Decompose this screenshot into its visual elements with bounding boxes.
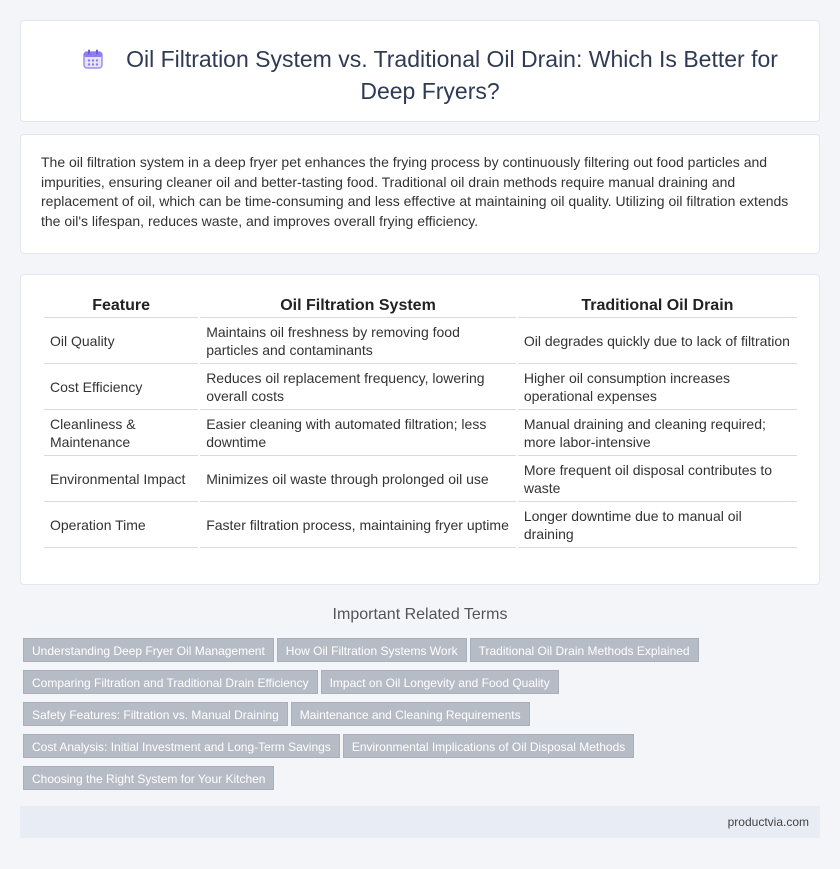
footer-site-link[interactable]: productvia.com xyxy=(727,815,809,829)
related-terms-heading: Important Related Terms xyxy=(332,606,508,623)
header-feature: Feature xyxy=(44,295,198,318)
table-row xyxy=(44,364,797,410)
related-term-tag[interactable]: Safety Features: Filtration vs. Manual Draining xyxy=(23,702,288,726)
header-filtration: Oil Filtration System xyxy=(200,295,516,318)
calendar-icon xyxy=(82,46,104,68)
related-term-tag[interactable]: Maintenance and Cleaning Requirements xyxy=(291,702,530,726)
cell-feature: Oil Quality xyxy=(44,318,198,364)
table-row xyxy=(44,502,797,548)
cell-filtration: Maintains oil freshness by removing food particles and contaminants xyxy=(200,318,516,364)
table-header-row xyxy=(44,295,797,318)
cell-filtration: Faster filtration process, maintaining fryer uptime xyxy=(200,502,516,548)
related-term-tag[interactable]: Choosing the Right System for Your Kitchen xyxy=(23,766,274,790)
related-term-tag[interactable]: How Oil Filtration Systems Work xyxy=(277,638,467,662)
related-term-tag[interactable]: Environmental Implications of Oil Disposal Methods xyxy=(343,734,634,758)
comparison-table xyxy=(42,295,799,548)
table-row xyxy=(44,318,797,364)
table-row xyxy=(44,410,797,456)
cell-feature: Cost Efficiency xyxy=(44,364,198,410)
footer xyxy=(20,806,820,838)
related-term-tag[interactable]: Traditional Oil Drain Methods Explained xyxy=(470,638,699,662)
intro-paragraph: The oil filtration system in a deep fryer pet enhances the frying process by continuously filtering out food particles and impurities, ensuring cleaner oil and better-tasting food. Traditional oil drain methods require manual draining and replacement of oil, which can be time-consuming and less effective at maintaining oil quality. Utilizing oil filtration extends the oil's lifespan, reduces waste, and improves overall frying efficiency. xyxy=(41,154,789,229)
page-title-text: Oil Filtration System vs. Traditional Oil Drain: Which Is Better for Deep Fryers? xyxy=(126,46,778,104)
intro-card xyxy=(20,134,820,254)
related-term-tag[interactable]: Understanding Deep Fryer Oil Management xyxy=(23,638,274,662)
comparison-card xyxy=(20,274,820,585)
cell-drain: Higher oil consumption increases operational expenses xyxy=(518,364,797,410)
cell-drain: Oil degrades quickly due to lack of filtration xyxy=(518,318,797,364)
cell-feature: Cleanliness & Maintenance xyxy=(44,410,198,456)
title-card xyxy=(20,20,820,122)
cell-feature: Environmental Impact xyxy=(44,456,198,502)
cell-drain: More frequent oil disposal contributes to waste xyxy=(518,456,797,502)
related-terms xyxy=(23,638,803,798)
cell-filtration: Minimizes oil waste through prolonged oil use xyxy=(200,456,516,502)
cell-drain: Longer downtime due to manual oil draining xyxy=(518,502,797,548)
page-title xyxy=(61,43,799,107)
cell-feature: Operation Time xyxy=(44,502,198,548)
related-term-tag[interactable]: Impact on Oil Longevity and Food Quality xyxy=(321,670,559,694)
related-term-tag[interactable]: Cost Analysis: Initial Investment and Long-Term Savings xyxy=(23,734,340,758)
cell-filtration: Reduces oil replacement frequency, lowering overall costs xyxy=(200,364,516,410)
cell-filtration: Easier cleaning with automated filtration; less downtime xyxy=(200,410,516,456)
related-term-tag[interactable]: Comparing Filtration and Traditional Drain Efficiency xyxy=(23,670,318,694)
cell-drain: Manual draining and cleaning required; more labor-intensive xyxy=(518,410,797,456)
header-drain: Traditional Oil Drain xyxy=(518,295,797,318)
table-row xyxy=(44,456,797,502)
